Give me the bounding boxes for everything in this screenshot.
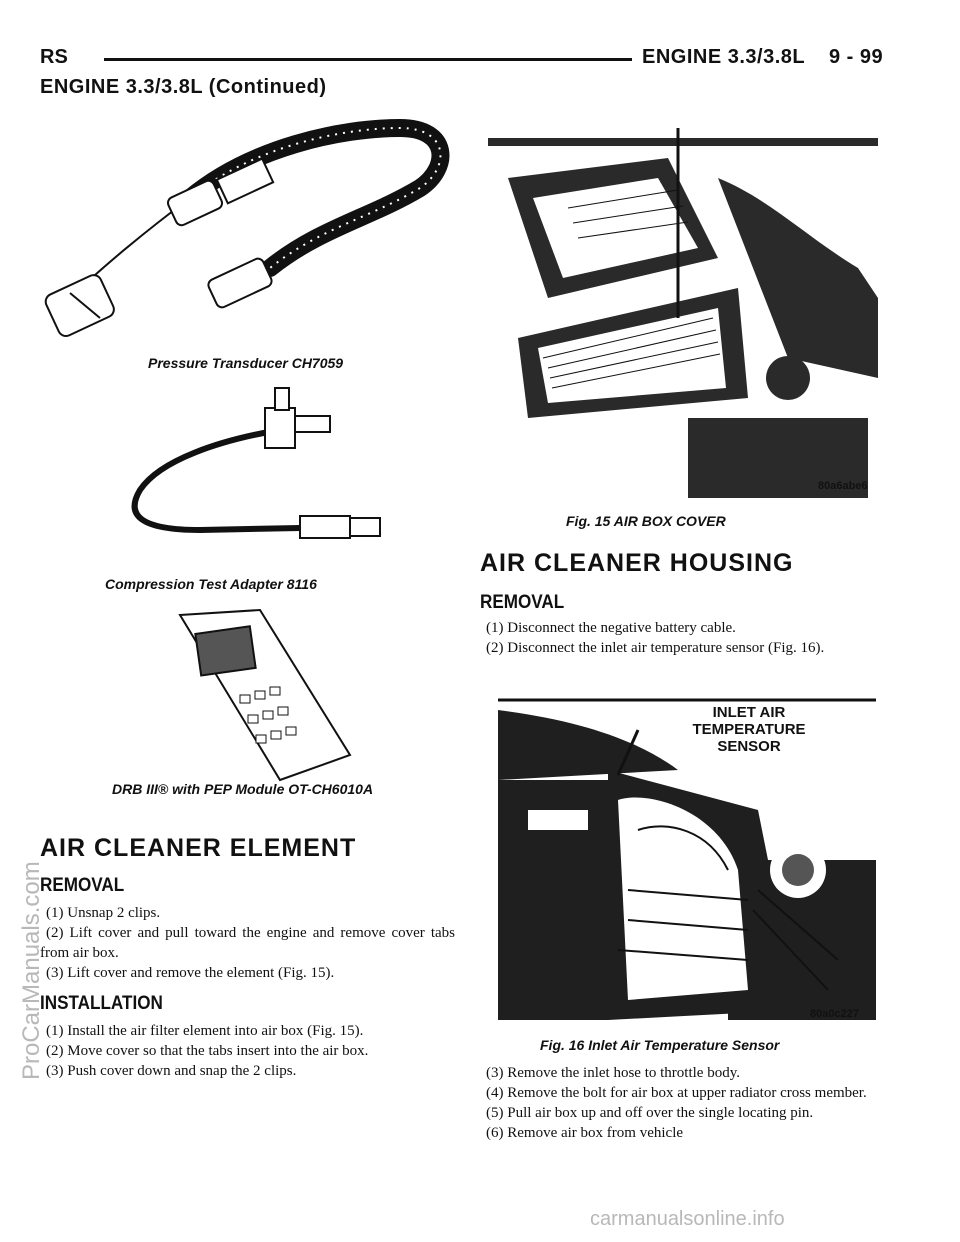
removal-heading-right: REMOVAL xyxy=(480,592,565,613)
drb-scan-tool-illustration xyxy=(160,605,360,785)
caption-compression-adapter: Compression Test Adapter 8116 xyxy=(105,576,317,592)
section-title-air-cleaner-element: AIR CLEANER ELEMENT xyxy=(40,834,357,862)
installation-steps xyxy=(40,1021,455,1081)
step: (2) Lift cover and pull toward the engine and remove cover tabs from air box. xyxy=(40,925,455,961)
removal-steps-right-a xyxy=(480,618,895,658)
fig15-air-box-cover-photo xyxy=(488,118,878,498)
caption-drb: DRB III® with PEP Module OT-CH6010A xyxy=(112,781,374,797)
removal-steps-left xyxy=(40,903,455,983)
watermark-side: ProCarManuals.com xyxy=(18,861,45,1080)
compression-adapter-illustration xyxy=(100,380,400,560)
step: (3) Push cover down and snap the 2 clips. xyxy=(46,1063,297,1079)
fig16-inlet-air-sensor-photo xyxy=(498,690,876,1020)
section-continued-title: ENGINE 3.3/3.8L (Continued) xyxy=(40,76,327,98)
watermark-bottom: carmanualsonline.info xyxy=(590,1208,785,1230)
step: (3) Remove the inlet hose to throttle body. xyxy=(486,1065,740,1081)
callout-line: TEMPERATURE xyxy=(692,721,806,738)
callout-line: INLET AIR xyxy=(712,704,786,721)
step: (1) Disconnect the negative battery cable. xyxy=(486,620,736,636)
caption-fig16: Fig. 16 Inlet Air Temperature Sensor xyxy=(540,1037,780,1053)
header-rule xyxy=(104,58,632,61)
step: (5) Pull air box up and off over the single locating pin. xyxy=(486,1105,814,1121)
fig16-callout xyxy=(674,704,824,755)
step: (2) Disconnect the inlet air temperature sensor (Fig. 16). xyxy=(486,640,825,656)
step: (4) Remove the bolt for air box at upper radiator cross member. xyxy=(486,1085,867,1101)
fig15-code: 80a6abe6 xyxy=(818,480,868,492)
step: (2) Move cover so that the tabs insert into the air box. xyxy=(46,1043,369,1059)
pressure-transducer-illustration xyxy=(40,108,460,348)
section-title-air-cleaner-housing: AIR CLEANER HOUSING xyxy=(480,549,794,577)
removal-steps-right-b xyxy=(480,1063,895,1143)
caption-pressure-transducer: Pressure Transducer CH7059 xyxy=(148,355,344,371)
callout-line: SENSOR xyxy=(717,738,781,755)
installation-heading: INSTALLATION xyxy=(40,993,163,1014)
running-header-left: RS xyxy=(40,46,68,68)
step: (1) Unsnap 2 clips. xyxy=(46,905,161,921)
fig16-code: 80a0c227 xyxy=(810,1008,859,1020)
removal-heading-left: REMOVAL xyxy=(40,875,125,896)
step: (3) Lift cover and remove the element (Fig. 15). xyxy=(46,965,335,981)
running-header-right: ENGINE 3.3/3.8L 9 - 99 xyxy=(642,46,884,68)
step: (6) Remove air box from vehicle xyxy=(486,1125,684,1141)
step: (1) Install the air filter element into air box (Fig. 15). xyxy=(46,1023,364,1039)
caption-fig15: Fig. 15 AIR BOX COVER xyxy=(566,513,726,529)
